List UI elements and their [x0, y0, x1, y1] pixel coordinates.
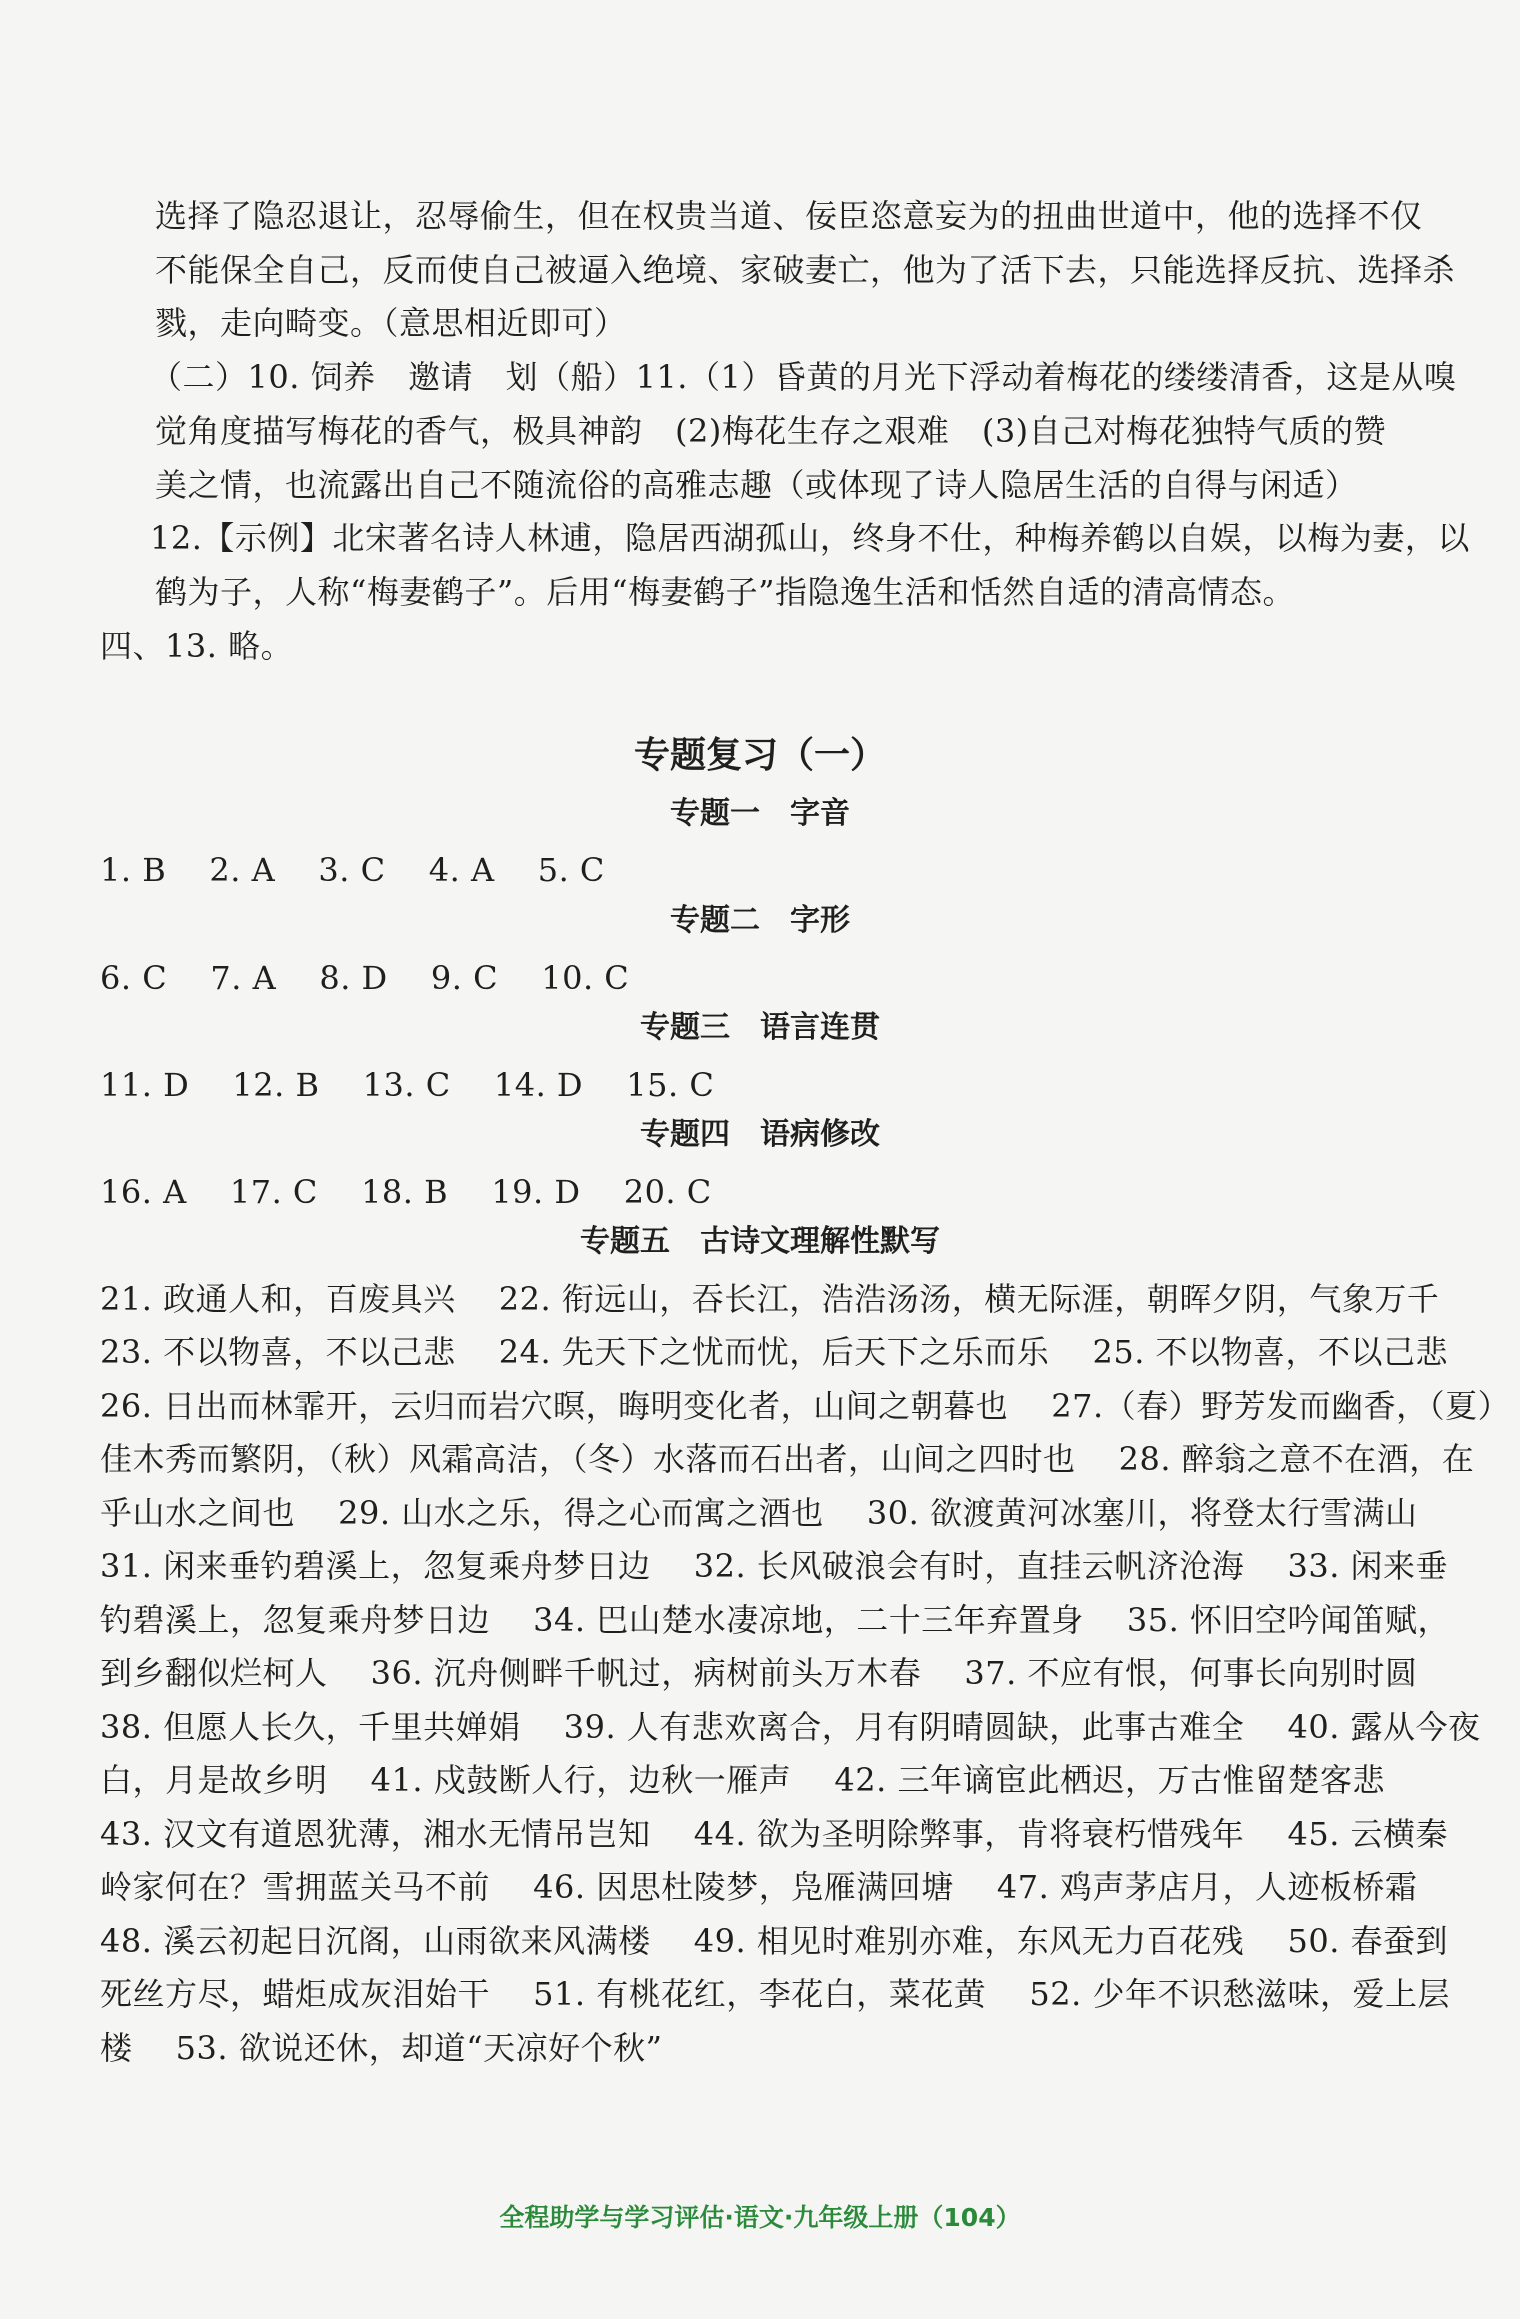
- answer-line: 21. 政通人和，百废具兴 22. 衔远山，吞长江，浩浩汤汤，横无际涯，朝晖夕阴，气象万千: [100, 1280, 1440, 1318]
- section-title: 专题三 语言连贯: [640, 1010, 880, 1045]
- paragraph-line: 鹤为子，人称“梅妻鹤子”。后用“梅妻鹤子”指隐逸生活和恬然自适的清高情态。: [155, 573, 1295, 611]
- paragraph-line: 选择了隐忍退让，忍辱偷生，但在权贵当道、佞臣恣意妄为的扭曲世道中，他的选择不仅: [155, 197, 1423, 235]
- paragraph-line: 四、13. 略。: [100, 627, 294, 665]
- answer-line: 乎山水之间也 29. 山水之乐，得之心而寓之酒也 30. 欲渡黄河冰塞川，将登太行雪满山: [100, 1494, 1418, 1532]
- answer-line: 死丝方尽，蜡炬成灰泪始干 51. 有桃花红，李花白，菜花黄 52. 少年不识愁滋味，爱上层: [100, 1975, 1450, 2013]
- answer-line: 佳木秀而繁阴，（秋）风霜高洁，（冬）水落而石出者，山间之四时也 28. 醉翁之意不在酒，在: [100, 1440, 1475, 1478]
- answer-line: 岭家何在？雪拥蓝关马不前 46. 因思杜陵梦，凫雁满回塘 47. 鸡声茅店月，人迹板桥霜: [100, 1868, 1418, 1906]
- answer-line: 48. 溪云初起日沉阁，山雨欲来风满楼 49. 相见时难别亦难，东风无力百花残 50. 春蚕到: [100, 1922, 1449, 1960]
- answer-line: 1. B 2. A 3. C 4. A 5. C: [100, 851, 605, 889]
- section-title: 专题一 字音: [670, 796, 850, 831]
- answer-line: 16. A 17. C 18. B 19. D 20. C: [100, 1173, 712, 1211]
- paragraph-line: （二）10. 饲养 邀请 划（船）11.（1）昏黄的月光下浮动着梅花的缕缕清香，这是从嗅: [150, 358, 1457, 396]
- answer-line: 6. C 7. A 8. D 9. C 10. C: [100, 959, 630, 997]
- section-title: 专题四 语病修改: [640, 1117, 880, 1152]
- paragraph-line: 觉角度描写梅花的香气，极具神韵 (2)梅花生存之艰难 (3)自己对梅花独特气质的赞: [155, 412, 1387, 450]
- answer-line: 43. 汉文有道恩犹薄，湘水无情吊岂知 44. 欲为圣明除弊事，肯将衰朽惜残年 45. 云横秦: [100, 1815, 1449, 1853]
- section-title: 专题五 古诗文理解性默写: [580, 1224, 940, 1259]
- paragraph-line: 戮，走向畸变。（意思相近即可）: [155, 304, 627, 342]
- answer-line: 钓碧溪上，忽复乘舟梦日边 34. 巴山楚水凄凉地，二十三年弃置身 35. 怀旧空吟闻笛赋，: [100, 1601, 1450, 1639]
- paragraph-line: 美之情，也流露出自己不随流俗的高雅志趣（或体现了诗人隐居生活的自得与闲适）: [155, 466, 1358, 504]
- paragraph-line: 不能保全自己，反而使自己被逼入绝境、家破妻亡，他为了活下去，只能选择反抗、选择杀: [155, 251, 1456, 289]
- answer-line: 到乡翻似烂柯人 36. 沉舟侧畔千帆过，病树前头万木春 37. 不应有恨，何事长向别时圆: [100, 1654, 1418, 1692]
- answer-line: 26. 日出而林霏开，云归而岩穴暝，晦明变化者，山间之朝暮也 27.（春）野芳发而幽香，（夏）: [100, 1387, 1511, 1425]
- paragraph-line: 12.【示例】北宋著名诗人林逋，隐居西湖孤山，终身不仕，种梅养鹤以自娱，以梅为妻，以: [150, 519, 1470, 557]
- answer-line: 23. 不以物喜，不以己悲 24. 先天下之忧而忧，后天下之乐而乐 25. 不以物喜，不以己悲: [100, 1333, 1449, 1371]
- answer-line: 31. 闲来垂钓碧溪上，忽复乘舟梦日边 32. 长风破浪会有时，直挂云帆济沧海 33. 闲来垂: [100, 1547, 1449, 1585]
- answer-line: 38. 但愿人长久，千里共婵娟 39. 人有悲欢离合，月有阴晴圆缺，此事古难全 40. 露从今夜: [100, 1708, 1481, 1746]
- answer-line: 11. D 12. B 13. C 14. D 15. C: [100, 1066, 715, 1104]
- page-title: 专题复习（一）: [633, 735, 886, 776]
- answer-line: 白，月是故乡明 41. 戍鼓断人行，边秋一雁声 42. 三年谪宦此栖迟，万古惟留楚客悲: [100, 1761, 1385, 1799]
- section-title: 专题二 字形: [670, 903, 850, 938]
- answer-line: 楼 53. 欲说还休，却道“天凉好个秋”: [100, 2029, 663, 2067]
- page-footer: 全程助学与学习评估·语文·九年级上册（104）: [499, 2203, 1021, 2232]
